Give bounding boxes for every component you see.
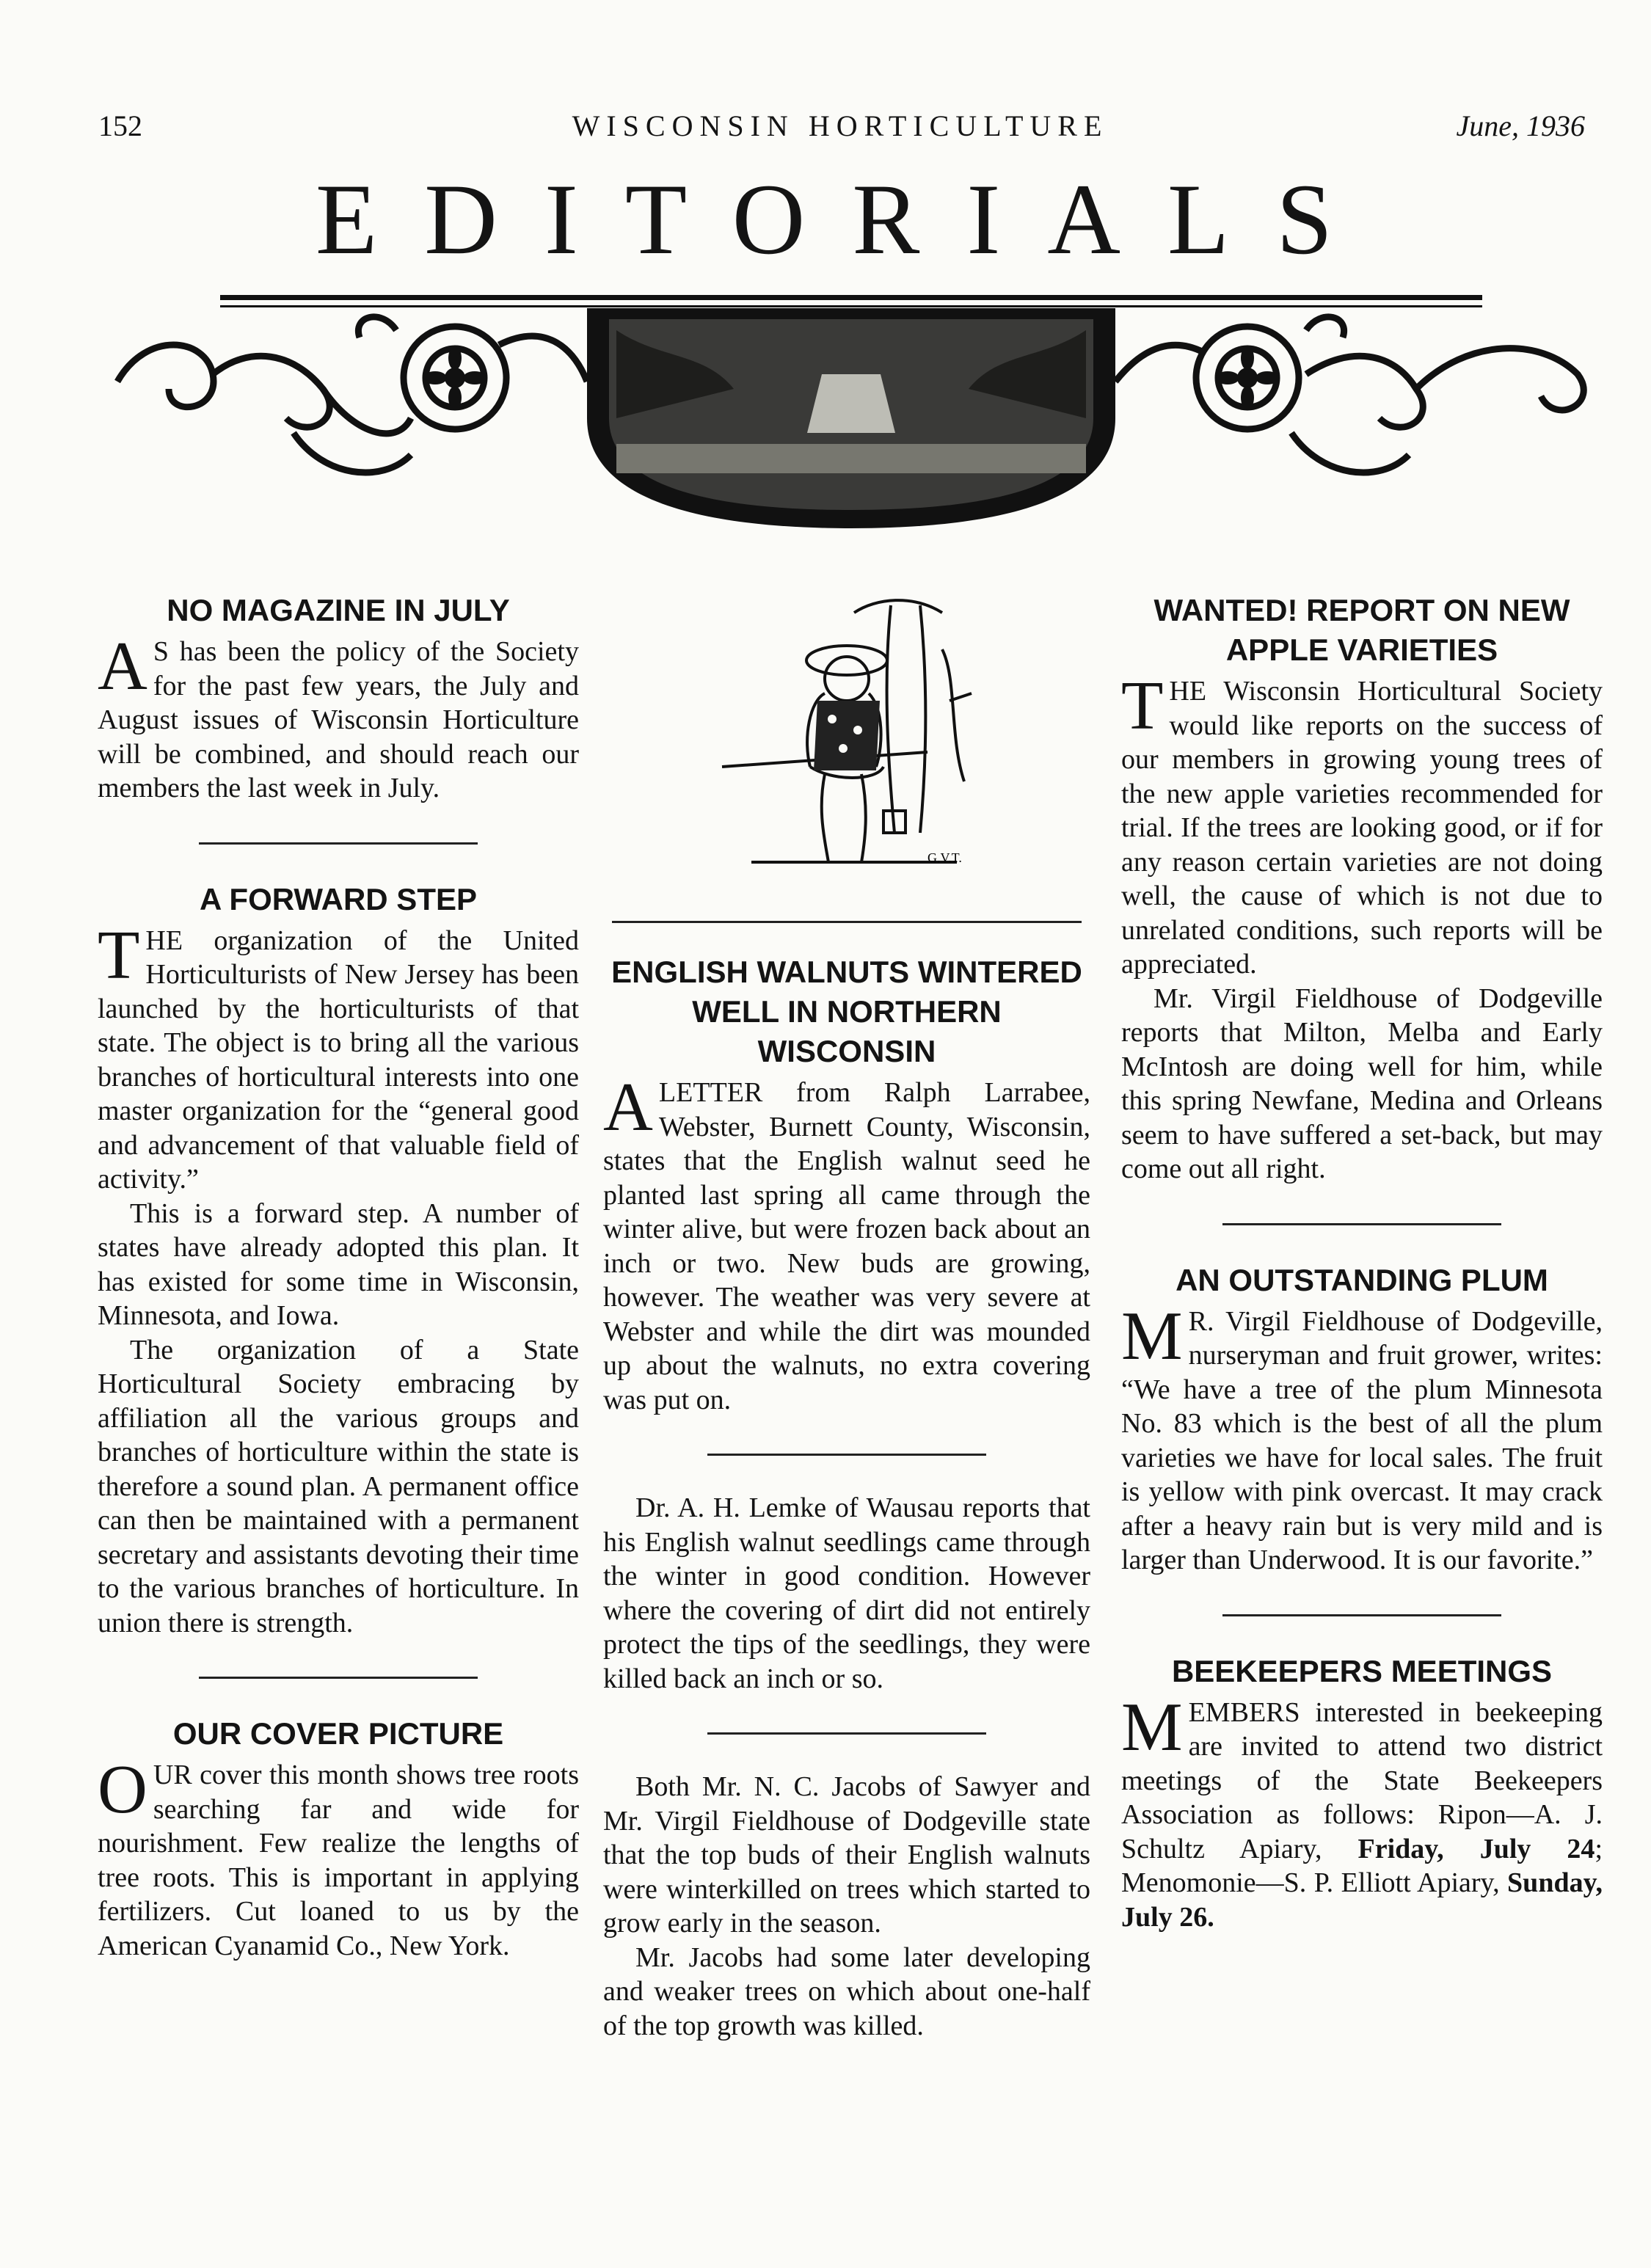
- article-paragraph: A S has been the policy of the Society for the past few years, the July and August issues of Wisconsin Horticulture will be combined, and should reach our members the last week in July.: [98, 628, 579, 803]
- headline-outstanding-plum: AN OUTSTANDING PLUM: [1176, 1262, 1548, 1297]
- headline-no-magazine: NO MAGAZINE IN JULY: [167, 593, 510, 627]
- headline-beekeepers-meetings: BEEKEEPERS MEETINGS: [1171, 1653, 1553, 1688]
- article-paragraph: THE organization of the United Horticulturists of New Jersey has been launched by the horticulturists of that state. The object is to bring all the various branches of horticultural interests into one master organization for the “general good and advancement of that valuable field of activity.”: [98, 916, 579, 1195]
- drop-cap: O: [98, 1751, 147, 1828]
- article-paragraph: M R. Virgil Fieldhouse of Dodgeville, nurseryman and fruit grower, writes: “We have a tree of the plum Minnesota No. 83 which is the best of all the plum varieties we have for local sales. The fruit is yellow with pink overcast. It may crack after a heavy rain but is very mild and is larger than Underwood. It is our favorite.”: [1121, 1297, 1603, 1575]
- headline-wanted-report: WANTED! REPORT ON NEW APPLE VARIETIES: [1153, 593, 1570, 667]
- meeting-date-ripon: Friday, July 24: [1357, 1833, 1595, 1864]
- left-column: [98, 591, 579, 1963]
- drop-cap: T: [98, 916, 140, 993]
- drop-cap: M: [1121, 1688, 1183, 1765]
- article-jacobs-fieldhouse: [603, 1770, 1090, 2043]
- article-beekeepers-meetings: [1121, 1652, 1603, 1935]
- article-paragraph: Dr. A. H. Lemke of Wausau reports that his English walnut seedlings came through the winter in good condition. However where the covering of dirt did not entirely protect the tips of the seedlings, they were killed back an inch or so.: [603, 1492, 1090, 1694]
- drop-cap: A: [98, 628, 147, 704]
- divider-rule: [199, 842, 478, 845]
- magazine-title: WISCONSIN HORTICULTURE: [572, 109, 1109, 142]
- article-paragraph: THE Wisconsin Horticultural Society would like reports on the success of our members in growing young trees of the new apple varieties recommended for trial. If the trees are looking good, or if for any reason certain varieties are not doing well, the cause of which is not due to unrelated conditions, such reports will be appreciated.: [1121, 668, 1603, 980]
- waterfall: [807, 374, 895, 433]
- article-paragraph: The organization of a State Horticultural Society embracing by affiliation all the various groups and branches of horticulture within the state is therefore a sound plan. A permanent office can then be maintained with a permanent secretary and assistants devoting their time to the various branches of horticulture. In union there is strength.: [98, 1334, 579, 1638]
- article-wanted-report: [1121, 591, 1603, 1186]
- left-scroll-ornament: [117, 317, 587, 473]
- article-lemke-report: [603, 1491, 1090, 1696]
- article-paragraph: This is a forward step. A number of states have already adopted this plan. It has existed for some time in Wisconsin, Minnesota, and Iowa.: [98, 1197, 579, 1331]
- section-title: EDITORIALS: [315, 163, 1380, 275]
- right-column: [1121, 591, 1603, 1934]
- divider-rule: [707, 1732, 986, 1735]
- ornamental-banner: [103, 286, 1600, 536]
- headline-english-walnuts: ENGLISH WALNUTS WINTERED WELL IN NORTHERN WISCONSIN: [611, 955, 1082, 1068]
- article-forward-step: [98, 880, 579, 1641]
- boy-fishing-illustration: [707, 591, 986, 891]
- article-paragraph: Mr. Virgil Fieldhouse of Dodgeville reports that Milton, Melba and Early McIntosh are doing well for him, while this spring Newfane, Medina and Orleans seem to have suffered a set-back, but may come out all right.: [1121, 982, 1603, 1184]
- article-outstanding-plum: [1121, 1261, 1603, 1578]
- divider-rule: [199, 1677, 478, 1679]
- article-paragraph: ALETTER from Ralph Larrabee, Webster, Burnett County, Wisconsin, states that the English walnut seed he planted last spring all came through the winter alive, but were frozen back about an inch or two. New buds are growing, however. The weather was very severe at Webster and while the dirt was mounded up about the walnuts, no extra covering was put on.: [603, 1069, 1090, 1415]
- divider-rule: [612, 921, 1082, 923]
- page-number: 152: [98, 109, 142, 142]
- illustrator-initials: G.V.T.: [927, 850, 962, 865]
- issue-date: June, 1936: [1456, 109, 1585, 142]
- divider-rule: [1222, 1614, 1501, 1616]
- article-paragraph: Mr. Jacobs had some later developing and weaker trees on which about one-half of the top growth was killed.: [603, 1941, 1090, 2041]
- divider-rule: [1222, 1223, 1501, 1225]
- middle-column: [603, 591, 1090, 2043]
- article-paragraph: OUR cover this month shows tree roots searching far and wide for nourishment. Few realize the lengths of tree roots. This is important in applying fertilizers. Cut loaned to us by the American Cyanamid Co., New York.: [98, 1751, 579, 1961]
- drop-cap: T: [1121, 668, 1164, 744]
- article-cover-picture: [98, 1714, 579, 1963]
- article-paragraph: MEMBERS interested in beekeeping are invited to attend two district meetings of the State Beekeepers Association as follows: Ripon—A. J. Schultz Apiary, Friday, July 24; Menomonie—S. P. Elliott Apiary, Sunday, July 26.: [1121, 1688, 1603, 1933]
- right-scroll-ornament: [1115, 317, 1583, 473]
- divider-rule: [707, 1454, 986, 1456]
- page-header: [95, 109, 1585, 153]
- headline-forward-step: A FORWARD STEP: [199, 881, 478, 916]
- drop-cap: M: [1121, 1297, 1183, 1374]
- headline-cover-picture: OUR COVER PICTURE: [172, 1716, 504, 1751]
- article-no-magazine: [98, 591, 579, 806]
- drop-cap: A: [603, 1069, 653, 1145]
- article-english-walnuts: [603, 952, 1090, 1417]
- meeting-date-menomonie: Sunday, July 26.: [1121, 1867, 1603, 1933]
- article-paragraph: Both Mr. N. C. Jacobs of Sawyer and Mr. Virgil Fieldhouse of Dodgeville state that the top buds of their English walnuts were winterkilled on trees which started to grow early in the season.: [603, 1771, 1090, 1939]
